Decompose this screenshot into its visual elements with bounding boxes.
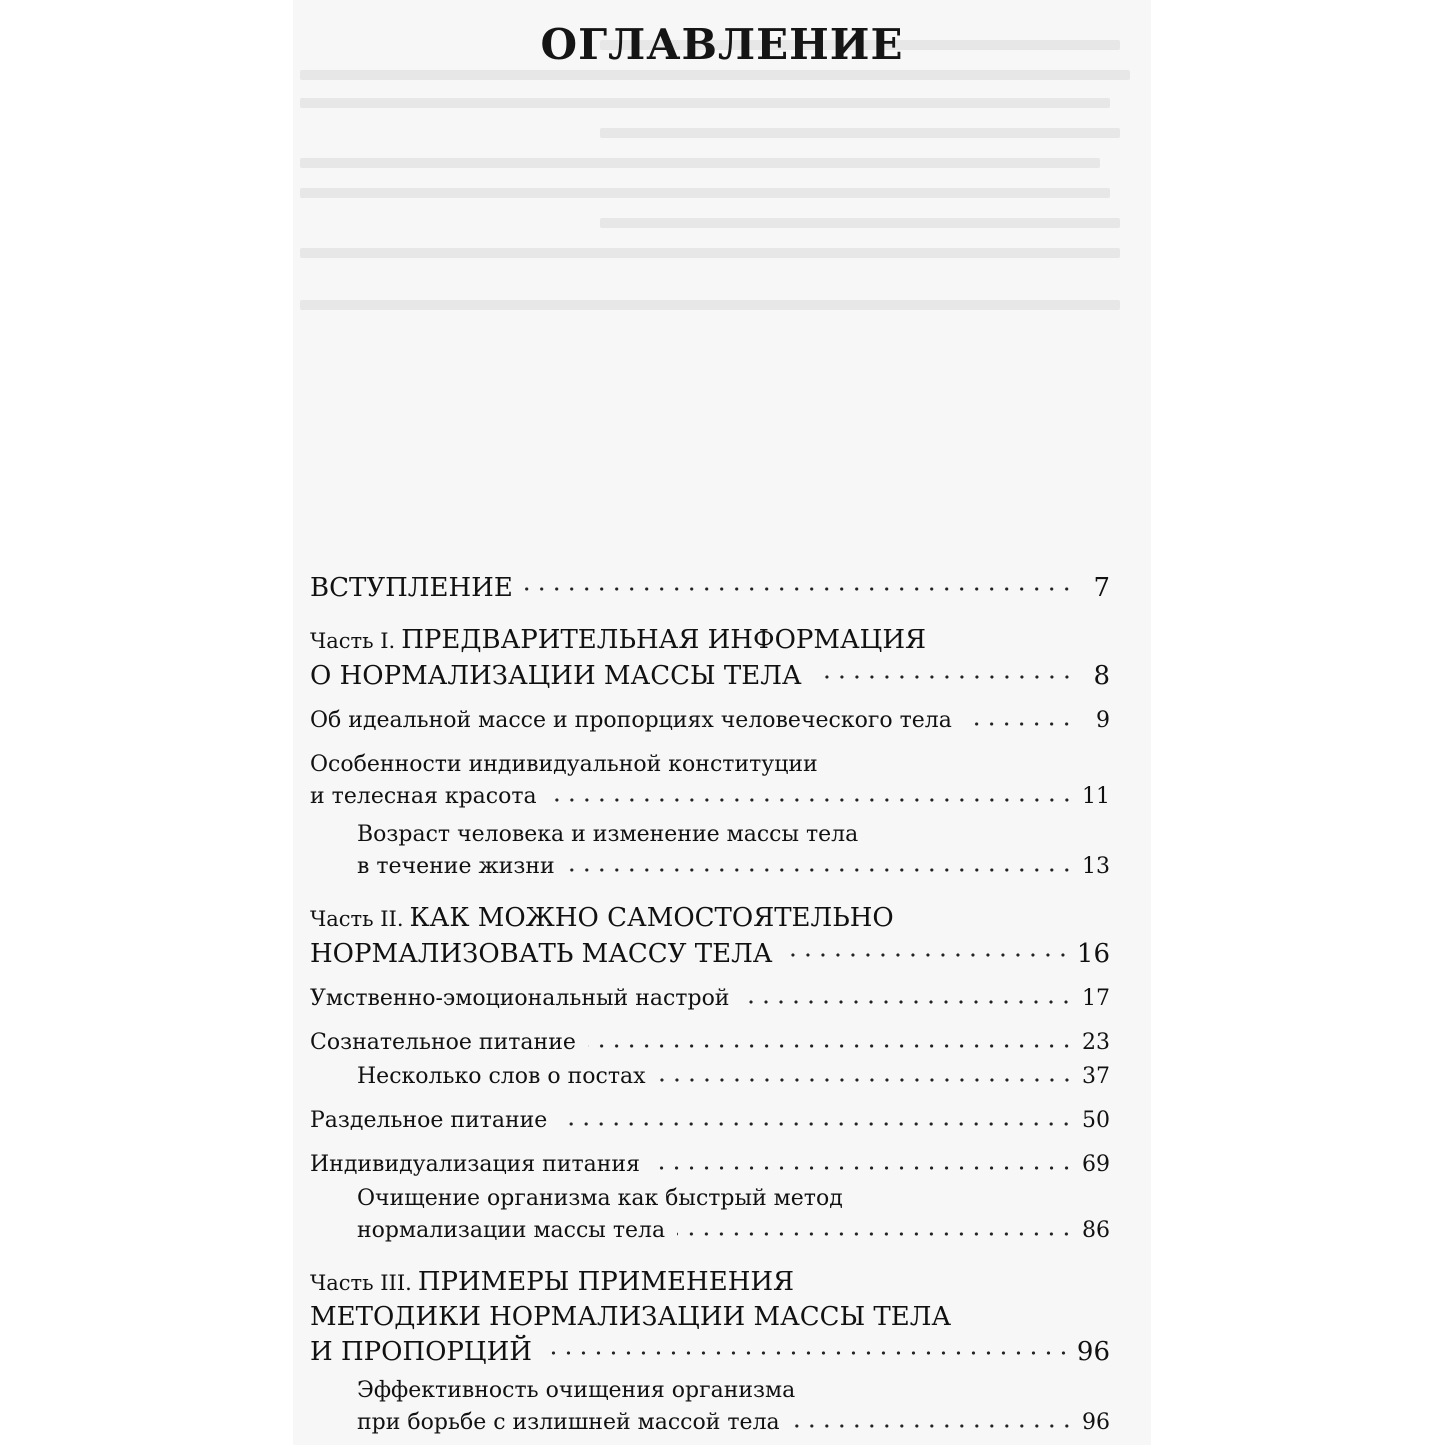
toc-entry xyxy=(310,1105,1110,1137)
toc-entry-title: нормализации массы тела xyxy=(357,1218,666,1243)
toc-entry xyxy=(310,983,1110,1015)
toc-entry-title: ВСТУПЛЕНИЕ xyxy=(310,573,513,603)
toc-entry-line xyxy=(310,1334,1110,1369)
toc-entry-title: Умственно-эмоциональный настрой xyxy=(310,986,730,1011)
dot-leader xyxy=(525,570,1074,596)
dot-leader xyxy=(677,1215,1074,1237)
part-label: Часть I. xyxy=(310,629,396,653)
dot-leader xyxy=(544,1334,1071,1360)
page-number: 17 xyxy=(1082,986,1110,1011)
toc-entry-title: Особенности индивидуальной конституции xyxy=(310,752,818,777)
page-number: 11 xyxy=(1082,784,1110,809)
toc-entry-title: НОРМАЛИЗОВАТЬ МАССУ ТЕЛА xyxy=(310,939,773,969)
dot-leader xyxy=(658,1061,1074,1083)
toc-entry xyxy=(310,623,1110,693)
toc-entry-title: и телесная красота xyxy=(310,784,537,809)
part-label: Часть II. xyxy=(310,907,404,931)
toc-entry-title: Сознательное питание xyxy=(310,1030,576,1055)
toc-entry-title: ПРЕДВАРИТЕЛЬНАЯ ИНФОРМАЦИЯ xyxy=(401,625,927,655)
dot-leader xyxy=(559,1105,1074,1127)
toc-entry-line xyxy=(357,1215,1110,1247)
toc-entry-title: И ПРОПОРЦИЙ xyxy=(310,1337,532,1367)
dot-leader xyxy=(784,936,1070,962)
toc-entry xyxy=(310,1027,1110,1059)
page-number: 37 xyxy=(1082,1064,1110,1089)
page-number: 8 xyxy=(1093,661,1110,691)
toc-entry xyxy=(310,749,1110,813)
dot-leader xyxy=(652,1149,1074,1171)
page-title: ОГЛАВЛЕНИЕ xyxy=(540,20,904,69)
dot-leader xyxy=(741,983,1074,1005)
toc-entry-title: Очищение организма как быстрый метод xyxy=(357,1186,843,1211)
toc-entry-line xyxy=(310,983,1110,1015)
page-number: 86 xyxy=(1082,1218,1110,1243)
page-number: 9 xyxy=(1096,708,1110,733)
page-number: 96 xyxy=(1076,1337,1110,1367)
dot-leader xyxy=(588,1027,1074,1049)
toc-entry-line xyxy=(357,1375,1110,1407)
toc-entry-line xyxy=(357,819,1110,851)
dot-leader xyxy=(964,705,1074,727)
toc-entry-title: ПРИМЕРЫ ПРИМЕНЕНИЯ xyxy=(417,1267,795,1297)
toc-entry-title: Об идеальной массе и пропорциях человеческого тела xyxy=(310,708,952,733)
toc-entry-line xyxy=(310,936,1110,971)
toc-entry-line xyxy=(357,1183,1110,1215)
page-number: 7 xyxy=(1093,573,1110,603)
toc-entry-line xyxy=(310,1149,1110,1181)
toc-entry xyxy=(310,1183,1110,1247)
toc-entry-line xyxy=(310,901,1110,936)
toc-entry-line xyxy=(310,570,1110,605)
toc-entry-line xyxy=(310,658,1110,693)
toc-entry-title: КАК МОЖНО САМОСТОЯТЕЛЬНО xyxy=(409,903,894,933)
toc-entry-line xyxy=(310,749,1110,781)
toc-entry-line xyxy=(310,705,1110,737)
part-label: Часть III. xyxy=(310,1271,412,1295)
toc-entry-title: Несколько слов о постах xyxy=(357,1064,646,1089)
dot-leader xyxy=(567,851,1074,873)
toc-entry xyxy=(310,901,1110,971)
page-number: 69 xyxy=(1082,1152,1110,1177)
toc-entry xyxy=(310,705,1110,737)
dot-leader xyxy=(814,658,1074,684)
toc-entry-line xyxy=(310,623,1110,658)
page-number: 16 xyxy=(1076,939,1110,969)
toc-entry-title: Эффективность очищения организма xyxy=(357,1378,796,1403)
dot-leader xyxy=(549,781,1074,803)
dot-leader xyxy=(792,1407,1074,1429)
toc-entry-line xyxy=(310,1300,1110,1334)
toc-entry-title: Возраст человека и изменение массы тела xyxy=(357,822,859,847)
toc-entry-title: в течение жизни xyxy=(357,854,555,879)
page-number: 23 xyxy=(1082,1030,1110,1055)
toc-entry-line xyxy=(310,1105,1110,1137)
toc-entry-line xyxy=(310,1027,1110,1059)
toc-entry xyxy=(310,570,1110,605)
toc-entry-line xyxy=(310,1265,1110,1300)
toc-entry-title: Раздельное питание xyxy=(310,1108,548,1133)
toc-entry xyxy=(310,1061,1110,1093)
toc-entry-line xyxy=(357,851,1110,883)
toc-entry-line xyxy=(357,1061,1110,1093)
toc-entry xyxy=(310,819,1110,883)
table-of-contents xyxy=(310,570,1110,1439)
toc-entry xyxy=(310,1149,1110,1181)
toc-entry-title: Индивидуализация питания xyxy=(310,1152,640,1177)
toc-entry-title: О НОРМАЛИЗАЦИИ МАССЫ ТЕЛА xyxy=(310,661,802,691)
page-number: 96 xyxy=(1082,1410,1110,1435)
toc-entry-title: МЕТОДИКИ НОРМАЛИЗАЦИИ МАССЫ ТЕЛА xyxy=(310,1302,952,1332)
page-number: 50 xyxy=(1082,1108,1110,1133)
toc-entry xyxy=(310,1375,1110,1439)
toc-entry xyxy=(310,1265,1110,1369)
page-number: 13 xyxy=(1082,854,1110,879)
toc-entry-line xyxy=(357,1407,1110,1439)
toc-entry-line xyxy=(310,781,1110,813)
toc-entry-title: при борьбе с излишней массой тела xyxy=(357,1410,780,1435)
bleed-through-text xyxy=(300,30,1130,330)
